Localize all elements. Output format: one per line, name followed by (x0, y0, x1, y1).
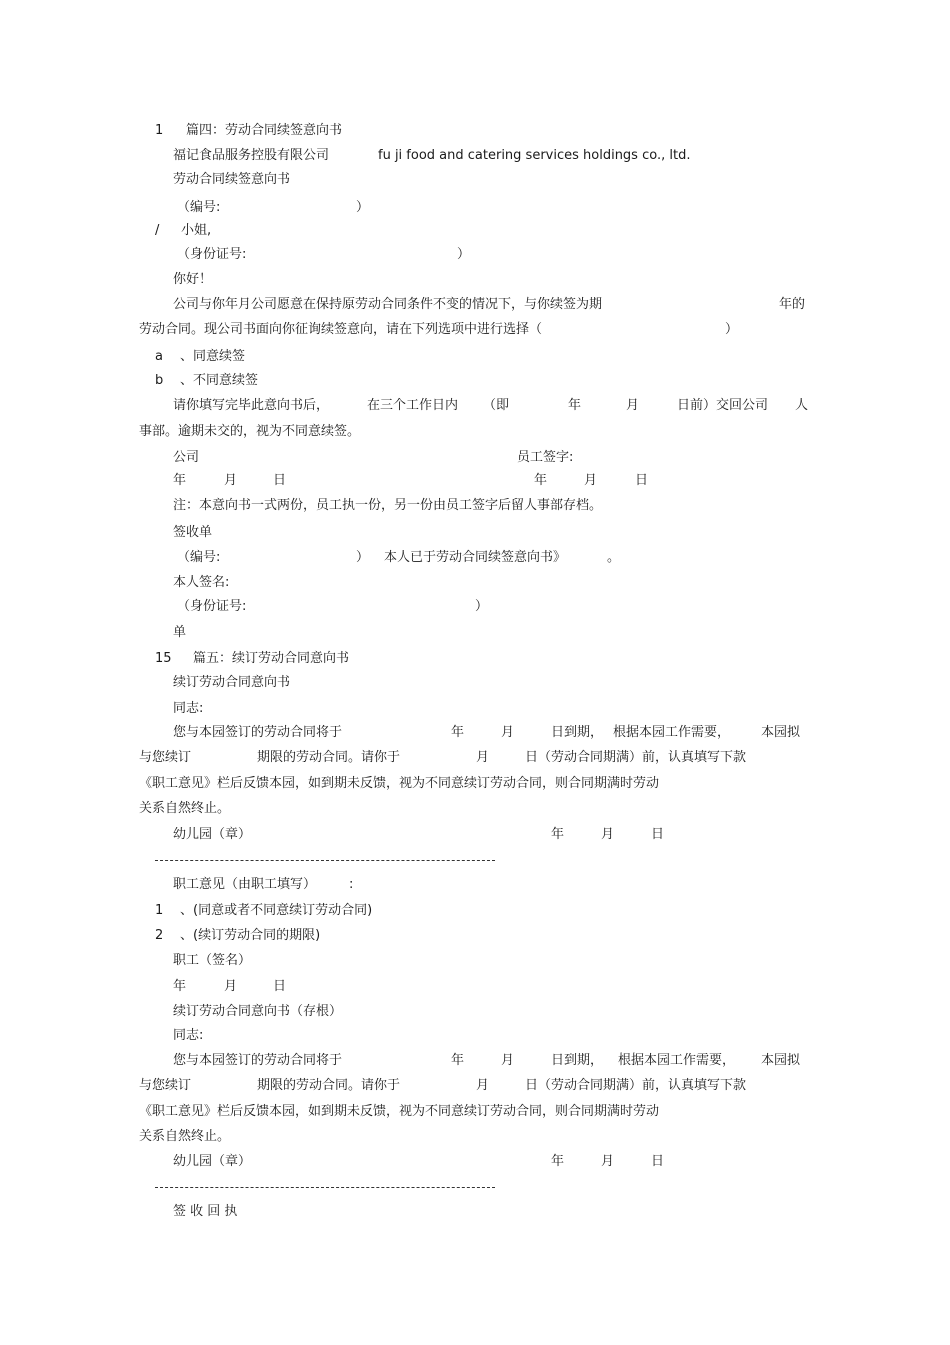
employee-date-day: 日 (635, 473, 649, 488)
body2-line1-need: 根据本园工作需要， (618, 1053, 736, 1068)
stub-comrade-label: 同志: (173, 1028, 204, 1043)
section4-number: 1 (155, 123, 164, 138)
body1-line2-end: 日（劳动合同期满）前，认真填写下款 (525, 750, 747, 765)
paragraph1-close: ） (725, 322, 739, 337)
seal1-day: 日 (651, 827, 665, 842)
body2-line2-start: 与您续订 (139, 1078, 192, 1093)
id-label: （身份证号: (177, 247, 247, 262)
paragraph2-month: 月 (626, 398, 640, 413)
divider-1 (155, 860, 495, 861)
body2-line2-month: 月 (476, 1078, 490, 1093)
greeting: 你好！ (173, 272, 213, 287)
body1-line1-plan: 本园拟 (761, 725, 801, 740)
dan-label: 单 (173, 625, 187, 640)
seal1-month: 月 (601, 827, 615, 842)
staff-opinion-colon: : (349, 877, 354, 892)
number-label: （编号: (177, 200, 221, 215)
option-b-letter: b (155, 373, 164, 388)
company-sign-label: 公司 (173, 450, 200, 465)
section4-title: 篇四：劳动合同续签意向书 (186, 123, 343, 138)
employee-sign-label: 员工签字: (517, 450, 574, 465)
staff-sign-label: 职工（签名） (173, 953, 252, 968)
employee-date-year: 年 (534, 473, 548, 488)
company-date-month: 月 (224, 473, 238, 488)
body1-line1-year: 年 (451, 725, 465, 740)
staff-date-month: 月 (224, 979, 238, 994)
option-a: 、同意续签 (180, 349, 246, 364)
section5-doc-title: 续订劳动合同意向书 (173, 675, 291, 690)
body2-line1-month: 月 (501, 1053, 515, 1068)
employee-date-month: 月 (584, 473, 598, 488)
divider-2 (155, 1187, 495, 1188)
body1-line4: 关系自然终止。 (139, 801, 231, 816)
receipt-heading: 签收单 (173, 525, 213, 540)
staff-opinion-label: 职工意见（由职工填写） (173, 877, 317, 892)
item1-number: 1 (155, 903, 164, 918)
company-name-en: fu ji food and catering services holdings co., ltd. (378, 148, 691, 163)
body2-line1-expire: 日到期， (551, 1053, 604, 1068)
paragraph1-line1: 公司与你年月公司愿意在保持原劳动合同条件不变的情况下，与你续签为期 (173, 297, 603, 312)
receipt-number-label: （编号: (177, 550, 221, 565)
staff-date-day: 日 (273, 979, 287, 994)
seal2-day: 日 (651, 1154, 665, 1169)
body2-line2-end: 日（劳动合同期满）前，认真填写下款 (525, 1078, 747, 1093)
item1-text: 、(同意或者不同意续订劳动合同) (180, 903, 373, 918)
receipt-number-close: ） (356, 550, 370, 565)
body2-line1-start: 您与本园签订的劳动合同将于 (173, 1053, 343, 1068)
number-close: ） (356, 200, 370, 215)
body1-line2-start: 与您续订 (139, 750, 192, 765)
staff-date-year: 年 (173, 979, 187, 994)
paragraph1-line2: 劳动合同。现公司书面向你征询续签意向，请在下列选项中进行选择（ (139, 322, 543, 337)
paragraph2-line2: 事部。逾期未交的，视为不同意续签。 (139, 424, 361, 439)
stub-title: 续订劳动合同意向书（存根） (173, 1004, 343, 1019)
body2-line3: 《职工意见》栏后反馈本园，如到期未反馈，视为不同意续订劳动合同，则合同期满时劳动 (139, 1104, 660, 1119)
company-date-day: 日 (273, 473, 287, 488)
id-close: ） (457, 247, 471, 262)
self-sign-label: 本人签名: (173, 575, 230, 590)
section5-title: 篇五：续订劳动合同意向书 (193, 651, 350, 666)
company-date-year: 年 (173, 473, 187, 488)
paragraph1-years: 年的 (779, 297, 806, 312)
body2-line1-year: 年 (451, 1053, 465, 1068)
paragraph2-start: 请你填写完毕此意向书后， (173, 398, 330, 413)
receipt-period: 。 (607, 550, 621, 565)
body1-line2-period: 期限的劳动合同。请你于 (257, 750, 401, 765)
body1-line2-month: 月 (476, 750, 490, 765)
body1-line1-start: 您与本园签订的劳动合同将于 (173, 725, 343, 740)
company-name-cn: 福记食品服务控股有限公司 (173, 148, 330, 163)
seal2-year: 年 (551, 1154, 565, 1169)
paragraph2-year: 年 (568, 398, 582, 413)
receipt-id-label: （身份证号: (177, 599, 247, 614)
slash: / (155, 223, 160, 238)
miss-label: 小姐, (181, 223, 212, 238)
section5-number: 15 (155, 651, 172, 666)
receipt-id-close: ） (475, 599, 489, 614)
body1-line1-need: 根据本园工作需要， (613, 725, 731, 740)
item2-number: 2 (155, 928, 164, 943)
paragraph2-deliver: 日前）交回公司 (677, 398, 769, 413)
receipt-return-title: 签 收 回 执 (173, 1204, 238, 1219)
paragraph2-within: 在三个工作日内 (367, 398, 459, 413)
option-b: 、不同意续签 (180, 373, 259, 388)
doc-title: 劳动合同续签意向书 (173, 172, 291, 187)
item2-text: 、(续订劳动合同的期限) (180, 928, 321, 943)
note: 注：本意向书一式两份，员工执一份，另一份由员工签字后留人事部存档。 (173, 498, 603, 513)
receipt-text: 本人已于劳动合同续签意向书》 (384, 550, 567, 565)
body2-line4: 关系自然终止。 (139, 1129, 231, 1144)
paragraph2-person: 人 (795, 398, 809, 413)
seal2-month: 月 (601, 1154, 615, 1169)
seal1-year: 年 (551, 827, 565, 842)
body1-line1-month: 月 (501, 725, 515, 740)
option-a-letter: a (155, 349, 163, 364)
body1-line3: 《职工意见》栏后反馈本园，如到期未反馈，视为不同意续订劳动合同，则合同期满时劳动 (139, 776, 660, 791)
body2-line2-period: 期限的劳动合同。请你于 (257, 1078, 401, 1093)
kindergarten-seal-1: 幼儿园（章） (173, 827, 252, 842)
kindergarten-seal-2: 幼儿园（章） (173, 1154, 252, 1169)
paragraph2-ie: （即 (483, 398, 510, 413)
comrade-label: 同志: (173, 701, 204, 716)
body2-line1-plan: 本园拟 (761, 1053, 801, 1068)
body1-line1-expire: 日到期， (551, 725, 604, 740)
